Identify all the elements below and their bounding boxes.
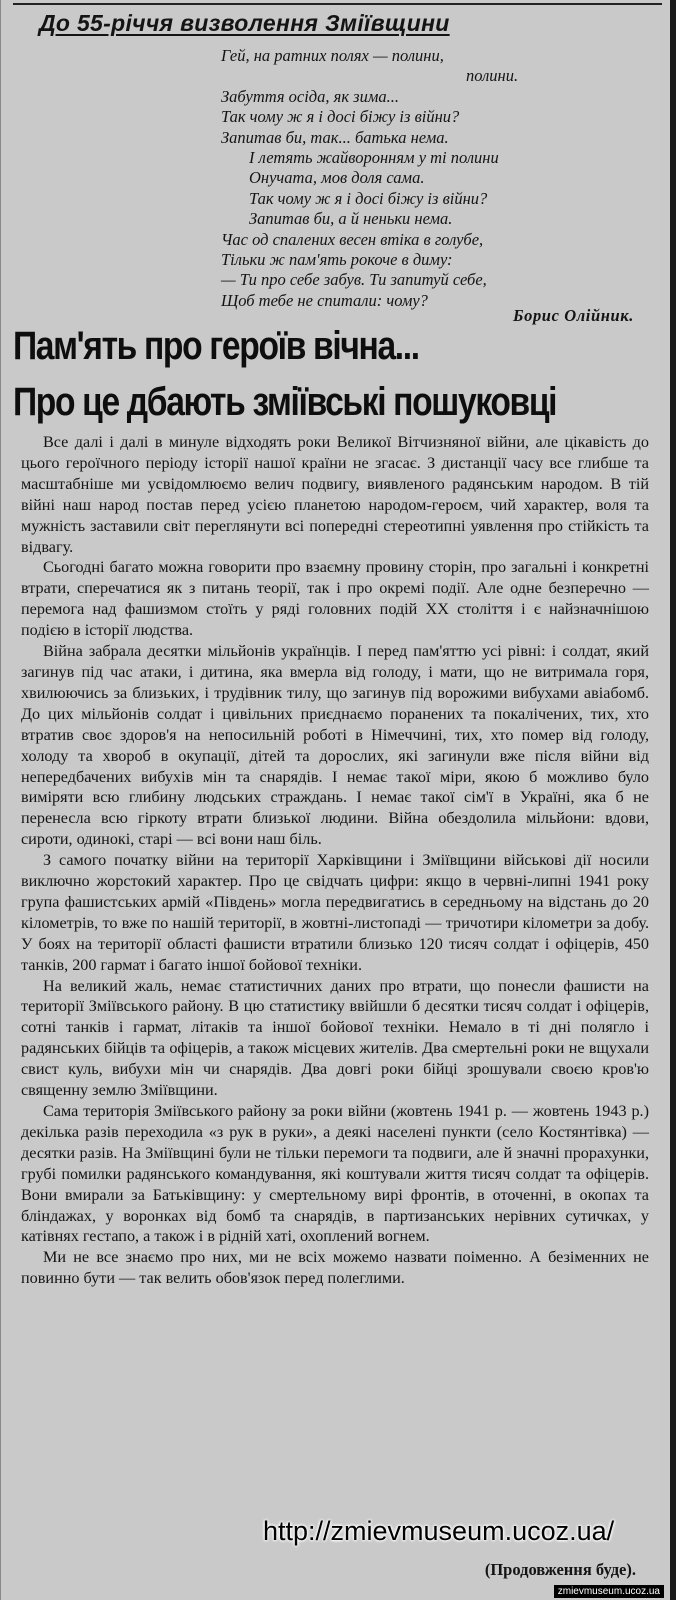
anniversary-kicker: До 55-річчя визволення Зміївщини (39, 10, 450, 36)
poem-line: Гей, на ратних полях — полини, (221, 46, 444, 65)
poem-line: Так чому ж я і досі біжу із війни? (221, 107, 460, 127)
poem-line: Час од спалених весен втіка в голубе, (221, 229, 484, 249)
continued-note: (Продовження буде). (484, 1560, 636, 1579)
poem-line: Щоб тебе не спитали: чому? (221, 290, 428, 310)
top-rule (13, 3, 662, 5)
article-paragraph: Ми не все знаємо про них, ми не всіх можемо назвати поіменно. А безіменних не повинно бути — так велить обов'язок перед полеглими. (21, 1248, 649, 1288)
poem-line: Так чому ж я і досі біжу із війни? (249, 188, 488, 208)
article-paragraph: Війна забрала десятки мільйонів українців. І перед пам'яттю усі рівні: і солдат, який загинув під час атаки, і дитина, яка вмерла від голоду, і мати, що не витримала горя, хвилюючись за близьких, і трудівник тилу, що загинув під ворожими вибухами авіабомб. До цих мільйонів солдат і цивільних приєднаємо поранених та покалічених, тих, хто втратив своє здоров'я на непосильній роботі в Німеччині, тих, хто помер від голоду, холоду та хвороб в окупації, дітей та дорослих, які загинули вже після війни від непередбачених вибухів мін та снарядів. І немає такої міри, якою б можливо було виміряти всю глибину людських страждань. І немає такої сім'ї в Україні, яка б не перенесла всю гіркоту втрати близької людини. Війна обездолила мільйони: вдови, сироти, одинокі, старі — всі вони наш біль. (21, 642, 649, 849)
headline-sub: Про це дбають зміївські пошуковці (13, 380, 557, 424)
article-paragraph: Сама територія Зміївського району за роки війни (жовтень 1941 р. — жовтень 1943 р.) декілька разів переходила «з рук в руки», а деякі населені пункти (село Костянтівка) — десятки разів. На Зміївщині були не тільки перемоги та подвиги, але й значні прорахунки, грубі помилки радянського командування, які коштували життя тисяч солдат та офіцерів. Вони вмирали за Батьківщину: у смертельному вирі фронтів, в оточенні, в окопах та бліндажах, у воронках від бомб та снарядів, в партизанських нерівних сутичках, у катівнях гестапо, а також і в рідній хаті, охоплений вогнем. (21, 1102, 649, 1246)
article-paragraph: На великий жаль, немає статистичних даних про втрати, що понесли фашисти на території Зміївського району. В цю статистику ввійшли б десятки тисяч солдат і офіцерів, сотні танків і гармат, літаків та іншої бойової техніки. Немало в ті дні полягло і радянських бійців та офіцерів, а також місцевих жителів. Два смертельні роки не вщухали свист куль, вибухи мін чи снарядів. Два довгі роки бійці зрошували своєю кров'ю священну землю Зміївщини. (21, 976, 649, 1100)
poem-line: полини. (466, 66, 519, 86)
article-paragraph: Сьогодні багато можна говорити про взаємну провину сторін, про загальні і конкретні втрати, сперечатися як з питань теорії, так і про окремі події. Але одне безперечно — перемога над фашизмом стоїть у ряді головних подій XX століття і є найзначнішою подією в історії людства. (21, 558, 649, 640)
poem-line: Запитав би, а й неньки нема. (249, 209, 453, 229)
poem-line: Онучата, мов доля сама. (249, 168, 425, 188)
epigraph-poem (221, 46, 641, 311)
footer-url-badge: zmievmuseum.ucoz.ua (554, 1585, 664, 1598)
poem-line: Тільки ж пам'ять рокоче в диму: (221, 250, 453, 270)
poem-line: — Ти про себе забув. Ти запитуй себе, (221, 270, 487, 290)
poem-author: Борис Олійник. (513, 306, 634, 325)
poem-line: Запитав би, так... батька нема. (221, 127, 449, 147)
poem-line: І летять жайворонням у ті полини (249, 148, 499, 168)
article-paragraph: Все далі і далі в минуле відходять роки Великої Вітчизняної війни, але цікавість до цього героїчного періоду історії нашої країни не згасає. З дистанції часу все глибше та масштабніше ми усвідомлюємо велич подвигу, виявленого радянським народом. В тій війні наш народ постав перед усією планетою народом-героєм, чий характер, воля та мужність заставили світ переглянути всі попередні стереотипні уявлення про стійкість та відвагу. (21, 433, 649, 556)
poem-line: Забуття осіда, як зима... (221, 86, 400, 106)
article-paragraph: З самого початку війни на території Харківщини і Зміївщини військові дії носили виключно жорстокий характер. Про це свідчать цифри: якщо в червні-липні 1941 року група фашистських армій «Південь» могла передвигатись в середньому на відстань до 20 кілометрів, то вже по нашій території, в жовтні-листопаді — тричотири кілометри за добу. У боях на території області фашисти втратили близько 120 тисяч солдат і офіцерів, 450 танків, 200 гармат і багато іншої бойової техніки. (21, 851, 649, 974)
headline-main: Пам'ять про героїв вічна... (13, 324, 419, 368)
site-watermark: http://zmievmuseum.ucoz.ua/ (263, 1516, 615, 1546)
article-body (21, 432, 649, 1289)
